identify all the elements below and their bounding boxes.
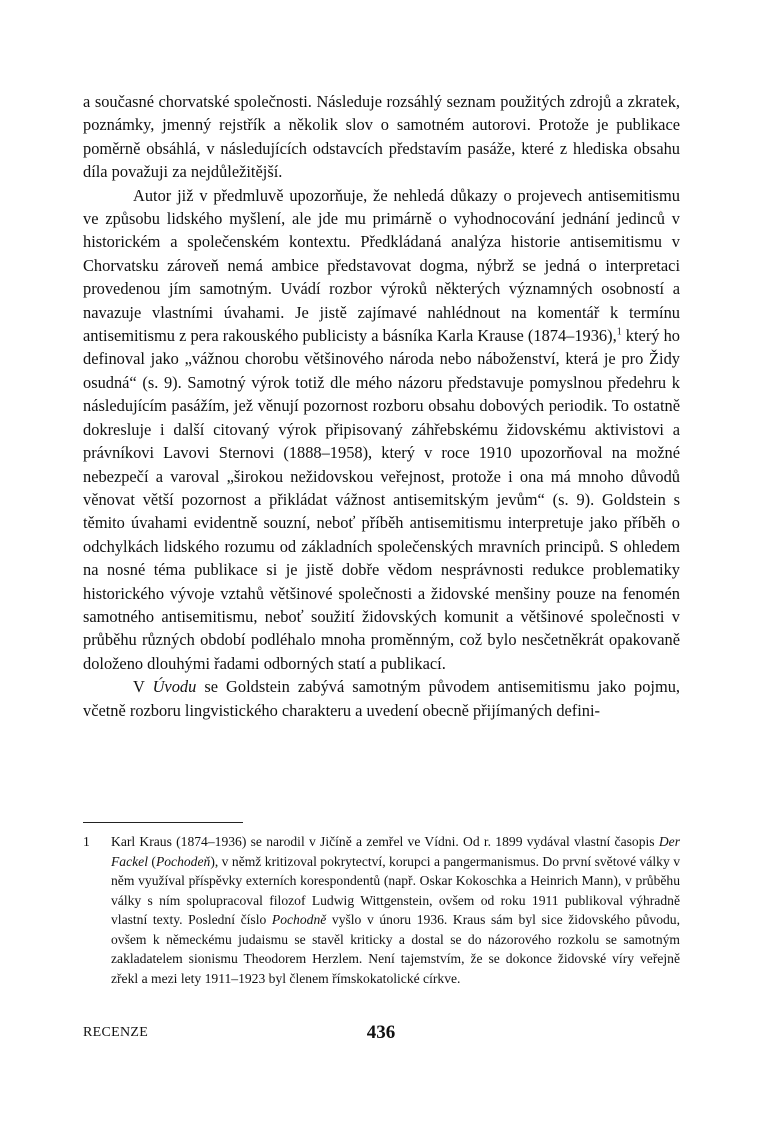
footnote-text-4: vyšlo v únoru 1936. Kraus sám byl sice židovského původu, ovšem k německému judaismu se stavěl kriticky a dostal se do názorového rozkolu se samotným zakladatelem sionismu Theodorem Herzlem. Není tajemstvím, že se dokonce židovské víry veřejně zřekl a mezi lety 1911–1923 byl členem římskokatolické církve.: [111, 912, 680, 986]
paragraph-3-text-a: V: [133, 677, 153, 697]
footnote-1: [83, 832, 680, 988]
paragraph-3-text-b: se Goldstein zabývá samotným původem antisemitismu jako pojmu, včetně rozboru lingvistického charakteru a uvedení obecně přijímaných defini-: [83, 677, 680, 720]
footnote-italic-1: Der Fackel: [111, 834, 680, 869]
paragraph-3: [83, 675, 680, 722]
footnote-text-3: ), v němž kritizoval pokrytectví, korupci a pangermanismus. Do první světové války v něm využíval příspěvky externích korespondentů (např. Oskar Kokoschka a Heinrich Mann), v průběhu války s ním spolupracoval filozof Ludwig Wittgenstein, ovšem od roku 1911 publikoval výhradně vlastní texty. Poslední číslo: [111, 853, 680, 927]
footnote-divider: [83, 822, 243, 823]
footer-section-label: RECENZE: [83, 1025, 149, 1040]
footnote-italic-3: Pochodně: [271, 912, 327, 927]
footnote-text-1: Karl Kraus (1874–1936) se narodil v Jičíně a zemřel ve Vídni. Od r. 1899 vydával vlastní časopis: [111, 834, 659, 849]
paragraph-1-text: a současné chorvatské společnosti. Následuje rozsáhlý seznam použitých zdrojů a zkratek, poznámky, jmenný rejstřík a několik slov o samotném autorovi. Protože je publikace poměrně obsáhlá, v následujících odstavcích představím pasáže, které z hlediska obsahu díla považuji za nejdůležitější.: [83, 92, 680, 182]
paragraph-2-text-b: který ho definoval jako „vážnou chorobu většinového národa nebo náboženství, která je pro Židy osudná“ (s. 9). Samotný výrok totiž dle mého názoru představuje pomyslnou předehru k následujícím pasážím, jež věnují pozornost rozboru obsahu dobových periodik. To ostatně dokresluje i další citovaný výrok připisovaný záhřebskému židovskému aktivistovi a právníkovi Lavovi Sternovi (1888–1958), který v roce 1910 upozorňoval na možné nebezpečí a varoval „širokou nežidovskou veřejnost, protože i ona má mnoho důvodů věnovat větší pozornost a přikládat vážnost antisemitským jevům“ (s. 9). Goldstein s těmito úvahami evidentně souzní, neboť příběh antisemitismu interpretuje jako příběh o odchylkách lidského rozumu od základních společenských mravních principů. S ohledem na nosné téma publikace si je jistě dobře vědom nesprávnosti redukce problematiky historického vývoje vztahů většinové společnosti a židovské menšiny pouze na fenomén samotného antisemitismu, neboť soužití židovských komunit a většinové společnosti v průběhu různých období podléhalo mnoha proměnným, což bylo nesčetněkrát opakovaně doloženo dlouhými řadami odborných statí a publikací.: [83, 326, 680, 673]
paragraph-3-italic: Úvodu: [152, 677, 197, 697]
page-number: 436: [366, 1022, 396, 1043]
paragraph-2-text-a: Autor již v předmluvě upozorňuje, že nehledá důkazy o projevech antisemitismu ve způsobu lidského myšlení, ale jde mu primárně o vyhodnocování jednání jedinců v historickém a společenském kontextu. Předkládaná analýza historie antisemitismu v Chorvatsku zároveň nemá ambice představovat dogma, nýbrž se jedná o interpretaci provedenou jím samotným. Uvádí rozbor výroků některých významných osobností a navazuje vlastními úvahami. Je jistě zajímavé nahlédnout na komentář k termínu antisemitismu z pera rakouského publicisty a básníka Karla Krause (1874–1936),: [83, 185, 680, 346]
paragraph-1: [83, 90, 680, 184]
footnote-number: 1: [83, 834, 90, 849]
footnote-text: [111, 832, 680, 988]
footnote-reference[interactable]: 1: [616, 326, 622, 338]
body-text: [83, 90, 680, 722]
footnote-italic-2: Pochodeň: [155, 853, 211, 869]
paragraph-2: [83, 184, 680, 676]
footnote-text-2: (: [147, 853, 156, 869]
